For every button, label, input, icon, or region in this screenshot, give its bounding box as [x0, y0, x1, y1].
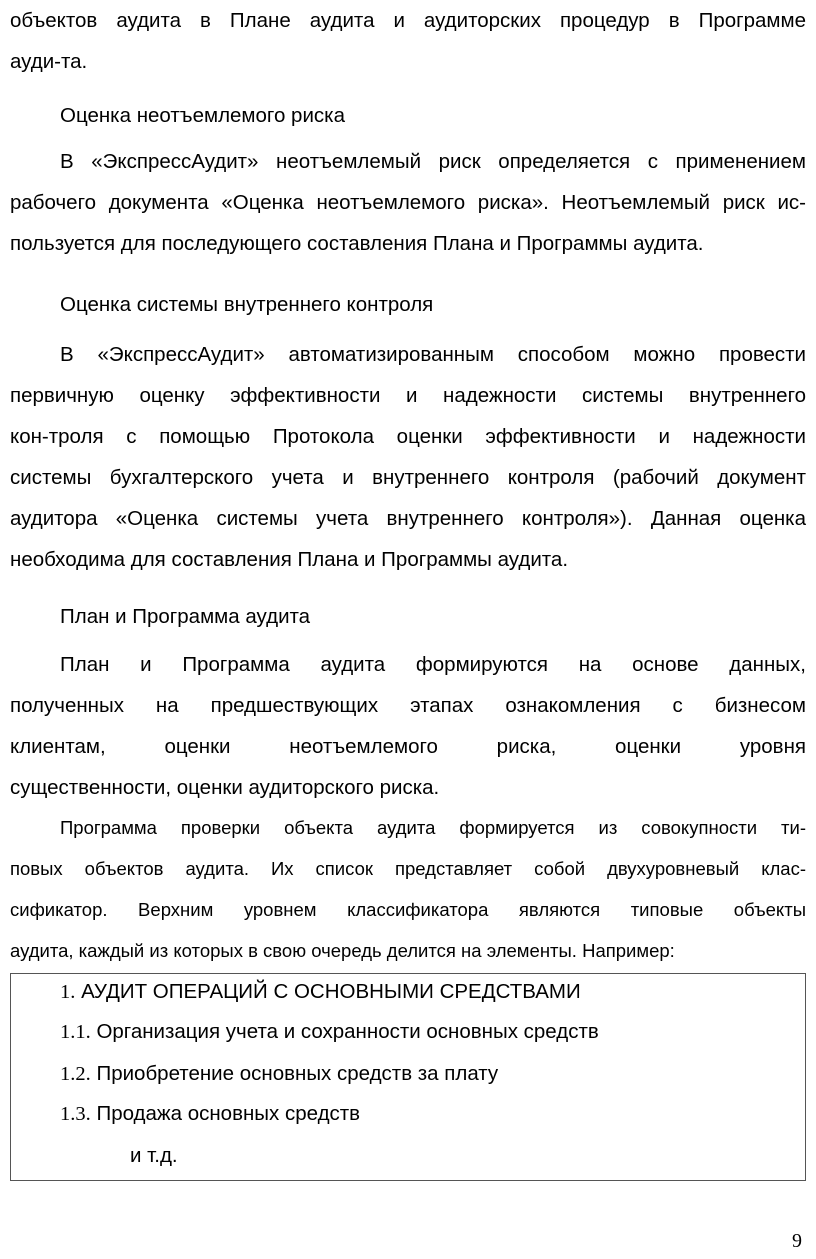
heading-inherent-risk: Оценка неотъемлемого риска [60, 104, 345, 127]
text-line: В «ЭкспрессАудит» автоматизированным способом можно провести [60, 343, 806, 366]
item-number: 1.2. [60, 1063, 91, 1085]
example-etc: и т.д. [130, 1144, 178, 1167]
text-line: пользуется для последующего составления Плана и Программы аудита. [10, 232, 704, 255]
item-text: Приобретение основных средств за плату [96, 1062, 499, 1085]
text-line: План и Программа аудита формируются на основе данных, [60, 653, 806, 676]
text-line: рабочего документа «Оценка неотъемлемого риска». Неотъемлемый риск ис- [10, 191, 806, 214]
heading-audit-plan: План и Программа аудита [60, 605, 311, 628]
text-line: существенности, оценки аудиторского риска. [10, 776, 440, 799]
text-line: необходима для составления Плана и Программы аудита. [10, 548, 569, 571]
example-box [10, 973, 806, 1181]
example-item [60, 977, 581, 1007]
text-line: сификатор. Верхним уровнем классификатора являются типовые объекты [10, 899, 806, 920]
heading-internal-control: Оценка системы внутреннего контроля [60, 293, 434, 316]
text-line: кон-троля с помощью Протокола оценки эффективности и надежности [10, 425, 806, 448]
paragraph-audit-plan [10, 644, 806, 808]
paragraph-program-structure [10, 807, 806, 971]
item-text: Организация учета и сохранности основных средств [96, 1020, 599, 1043]
item-text: АУДИТ ОПЕРАЦИЙ С ОСНОВНЫМИ СРЕДСТВАМИ [81, 980, 581, 1003]
text-line: аудитора «Оценка системы учета внутреннего контроля»). Данная оценка [10, 507, 806, 530]
page-number: 9 [792, 1230, 802, 1252]
text-line: Программа проверки объекта аудита формируется из совокупности ти- [60, 817, 806, 838]
text-line: полученных на предшествующих этапах ознакомления с бизнесом [10, 694, 806, 717]
intro-paragraph [10, 0, 806, 82]
text-line: первичную оценку эффективности и надежности системы внутреннего [10, 384, 806, 407]
paragraph-inherent-risk [10, 141, 806, 264]
item-number: 1.1. [60, 1021, 91, 1043]
example-item [60, 1017, 599, 1047]
text-line: аудита, каждый из которых в свою очередь делится на элементы. Например: [10, 940, 675, 961]
example-item [60, 1099, 360, 1129]
text-line: системы бухгалтерского учета и внутреннего контроля (рабочий документ [10, 466, 806, 489]
item-number: 1.3. [60, 1103, 91, 1125]
text-line: клиентам, оценки неотъемлемого риска, оценки уровня [10, 735, 806, 758]
item-text: Продажа основных средств [96, 1102, 361, 1125]
example-item [60, 1059, 498, 1089]
text-line: повых объектов аудита. Их список представляет собой двухуровневый клас- [10, 858, 806, 879]
text-line: В «ЭкспрессАудит» неотъемлемый риск определяется с применением [60, 150, 806, 173]
text-line: объектов аудита в Плане аудита и аудиторских процедур в Программе [10, 9, 806, 32]
text-line: ауди-та. [10, 50, 88, 73]
paragraph-internal-control [10, 334, 806, 580]
item-number: 1. [60, 981, 76, 1003]
